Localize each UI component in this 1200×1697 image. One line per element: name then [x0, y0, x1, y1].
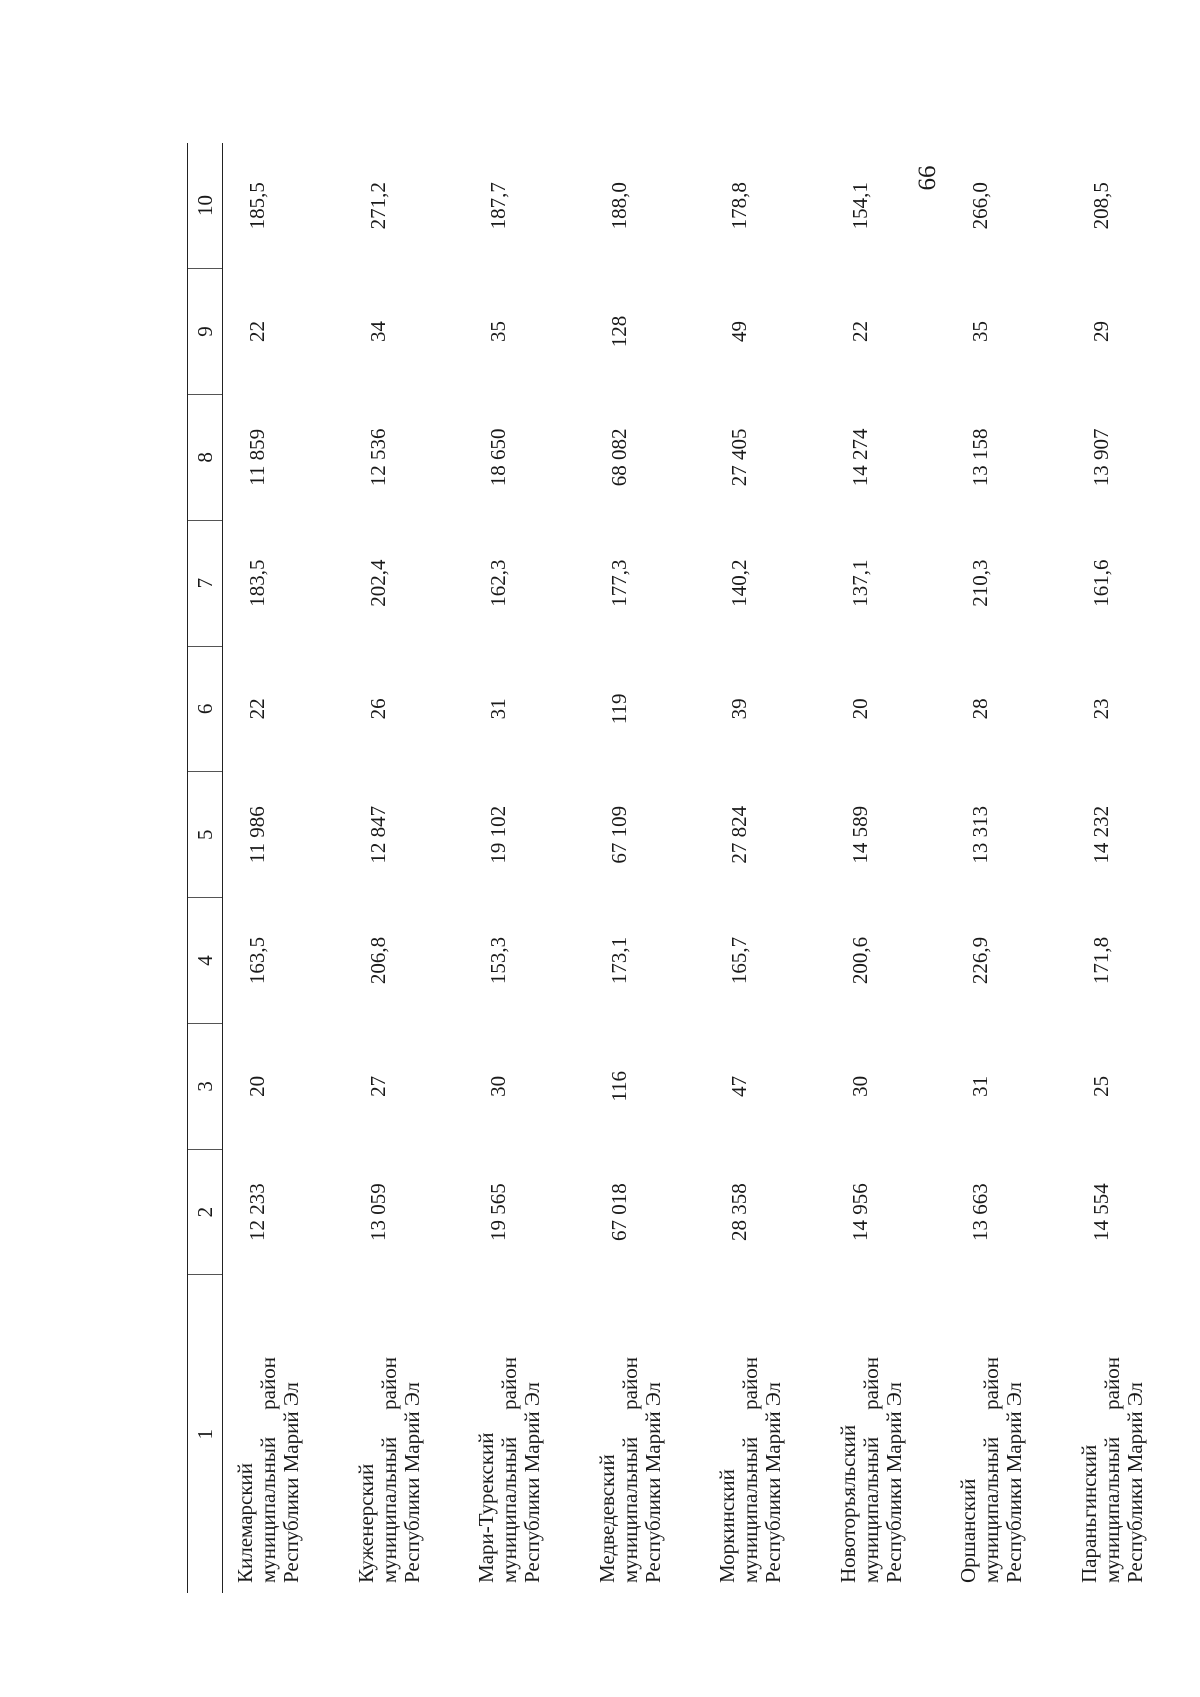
district-name-cell: [705, 1275, 826, 1593]
value-cell-col-2: 14 956: [847, 1183, 872, 1241]
value-cell-col-2: 14 554: [1088, 1183, 1113, 1241]
value-cell-col-3: 20: [245, 1075, 269, 1097]
value-cell-col-6: 39: [727, 698, 751, 720]
municipal-label: муниципальный: [979, 1436, 1003, 1583]
value-cell-col-2: 13 059: [365, 1183, 390, 1241]
district-label: район: [497, 1357, 521, 1410]
column-header-1: 1: [188, 1275, 223, 1593]
district-name: Оршанский: [956, 1478, 980, 1583]
column-header-3: 3: [188, 1023, 223, 1149]
municipal-label: муниципальный: [1099, 1436, 1124, 1583]
republic-label: Республики Марий Эл: [520, 1382, 544, 1583]
value-cell-col-9: 49: [727, 321, 751, 343]
district-type-line: [619, 1357, 642, 1583]
value-cell-col-3: 31: [968, 1075, 992, 1097]
value-cell-col-4: 165,7: [727, 936, 751, 985]
district-name-cell: [344, 1275, 465, 1593]
value-cell-col-8: 11 859: [245, 428, 269, 486]
value-cell-col-5: 14 232: [1088, 805, 1113, 864]
value-cell-col-6: 23: [1088, 698, 1113, 720]
value-cell-col-9: 29: [1088, 321, 1113, 343]
district-label: район: [376, 1357, 401, 1410]
value-cell-col-10: 185,5: [245, 182, 269, 230]
value-cell-col-4: 206,8: [365, 936, 390, 985]
value-cell-col-8: 18 650: [486, 428, 510, 487]
value-cell-col-2: 19 565: [486, 1183, 510, 1241]
value-cell-col-4: 153,3: [486, 936, 510, 985]
value-cell-col-10: 271,2: [365, 182, 390, 230]
value-cell-col-2: 13 663: [968, 1183, 992, 1241]
value-cell-col-7: 161,6: [1088, 559, 1113, 607]
value-cell-col-10: 154,1: [847, 182, 872, 230]
district-type-line: [1101, 1357, 1124, 1583]
value-cell-col-8: 27 405: [727, 428, 751, 487]
district-label: район: [617, 1357, 642, 1410]
value-cell-col-7: 162,3: [486, 559, 510, 607]
value-cell-col-4: 173,1: [606, 936, 631, 985]
district-label: район: [858, 1357, 883, 1410]
column-header-6: 6: [188, 646, 223, 772]
municipal-label: муниципальный: [858, 1436, 883, 1583]
value-cell-col-4: 171,8: [1088, 936, 1113, 985]
municipal-label: муниципальный: [376, 1436, 401, 1583]
republic-label: Республики Марий Эл: [1002, 1382, 1026, 1583]
column-header-4: 4: [188, 898, 223, 1024]
value-cell-col-8: 13 907: [1088, 428, 1113, 487]
value-cell-col-8: 14 274: [847, 428, 872, 487]
district-name-cell: [826, 1275, 947, 1593]
district-name: Мари-Турекский: [474, 1432, 498, 1583]
value-cell-col-7: 183,5: [245, 559, 269, 607]
value-cell-col-9: 22: [847, 321, 872, 343]
municipal-label: муниципальный: [256, 1436, 280, 1583]
value-cell-col-6: 20: [847, 698, 872, 720]
value-cell-col-5: 27 824: [727, 805, 751, 864]
district-label: район: [979, 1357, 1003, 1410]
republic-label: Республики Марий Эл: [881, 1382, 906, 1583]
value-cell-col-3: 47: [727, 1075, 751, 1097]
table-row: [585, 143, 706, 1593]
district-name-cell: [946, 1275, 1067, 1593]
value-cell-col-5: 11 986: [245, 806, 269, 864]
district-name-cell: [1067, 1275, 1188, 1593]
district-name: Моркинский: [715, 1469, 739, 1583]
republic-label: Республики Марий Эл: [761, 1382, 785, 1583]
district-name: Килемарский: [233, 1462, 257, 1583]
republic-label: Республики Марий Эл: [1122, 1382, 1147, 1583]
column-header-2: 2: [188, 1149, 223, 1275]
data-table-container: [187, 143, 1147, 1593]
value-cell-col-3: 30: [486, 1075, 510, 1097]
value-cell-col-10: 187,7: [486, 182, 510, 230]
district-label: район: [256, 1357, 280, 1410]
page-number: 66: [914, 165, 941, 191]
value-cell-col-9: 22: [245, 321, 269, 343]
district-name: Медведевский: [594, 1454, 619, 1583]
table-row: [826, 143, 947, 1593]
municipal-label: муниципальный: [617, 1436, 642, 1583]
value-cell-col-10: 266,0: [968, 182, 992, 230]
value-cell-col-5: 14 589: [847, 805, 872, 864]
value-cell-col-10: 178,8: [727, 182, 751, 230]
value-cell-col-7: 137,1: [847, 559, 872, 607]
value-cell-col-2: 12 233: [245, 1183, 269, 1241]
value-cell-col-2: 67 018: [606, 1183, 631, 1241]
column-header-9: 9: [188, 269, 223, 395]
table-row: [705, 143, 826, 1593]
district-type-line: [378, 1357, 401, 1583]
republic-label: Республики Марий Эл: [399, 1382, 424, 1583]
column-header-8: 8: [188, 394, 223, 520]
table-header: [188, 143, 223, 1593]
table-row: [464, 143, 585, 1593]
value-cell-col-5: 19 102: [486, 805, 510, 864]
district-type-line: [257, 1357, 280, 1583]
value-cell-col-6: 26: [365, 698, 390, 720]
value-cell-col-9: 35: [486, 321, 510, 343]
value-cell-col-5: 13 313: [968, 805, 992, 864]
data-table: [187, 143, 1187, 1593]
table-row: [223, 143, 344, 1593]
district-name: Новоторъяльский: [835, 1424, 860, 1583]
value-cell-col-8: 13 158: [968, 428, 992, 487]
value-cell-col-4: 163,5: [245, 936, 269, 985]
value-cell-col-8: 12 536: [365, 428, 390, 487]
value-cell-col-5: 67 109: [606, 805, 631, 864]
district-name-cell: [464, 1275, 585, 1593]
value-cell-col-8: 68 082: [606, 428, 631, 487]
value-cell-col-7: 177,3: [606, 559, 631, 607]
district-type-line: [498, 1357, 521, 1583]
column-header-7: 7: [188, 520, 223, 646]
value-cell-col-9: 35: [968, 321, 992, 343]
district-name: Параньгинский: [1076, 1444, 1101, 1583]
district-name-cell: [223, 1275, 344, 1593]
column-header-10: 10: [188, 143, 223, 269]
municipal-label: муниципальный: [497, 1436, 521, 1583]
value-cell-col-4: 226,9: [968, 936, 992, 985]
value-cell-col-7: 202,4: [365, 559, 390, 607]
value-cell-col-10: 188,0: [606, 182, 631, 230]
header-row: [188, 143, 223, 1593]
value-cell-col-2: 28 358: [727, 1183, 751, 1241]
republic-label: Республики Марий Эл: [640, 1382, 665, 1583]
value-cell-col-3: 116: [606, 1070, 631, 1102]
value-cell-col-7: 140,2: [727, 559, 751, 607]
table-body: [223, 143, 1188, 1593]
value-cell-col-6: 119: [606, 693, 631, 725]
value-cell-col-7: 210,3: [968, 559, 992, 607]
table-row: [1067, 143, 1188, 1593]
value-cell-col-6: 31: [486, 698, 510, 720]
value-cell-col-3: 25: [1088, 1075, 1113, 1097]
value-cell-col-9: 34: [365, 321, 390, 343]
district-label: район: [1099, 1357, 1124, 1410]
value-cell-col-5: 12 847: [365, 805, 390, 864]
district-name-cell: [585, 1275, 706, 1593]
district-type-line: [739, 1357, 762, 1583]
district-type-line: [980, 1357, 1003, 1583]
republic-label: Республики Марий Эл: [279, 1382, 303, 1583]
table-row: [344, 143, 465, 1593]
value-cell-col-3: 30: [847, 1075, 872, 1097]
table-row: [946, 143, 1067, 1593]
municipal-label: муниципальный: [738, 1436, 762, 1583]
district-label: район: [738, 1357, 762, 1410]
value-cell-col-6: 22: [245, 698, 269, 720]
value-cell-col-10: 208,5: [1088, 182, 1113, 230]
value-cell-col-9: 128: [606, 315, 631, 348]
value-cell-col-6: 28: [968, 698, 992, 720]
district-name: Куженерский: [353, 1463, 378, 1583]
column-header-5: 5: [188, 772, 223, 898]
value-cell-col-4: 200,6: [847, 936, 872, 985]
value-cell-col-3: 27: [365, 1075, 390, 1097]
district-type-line: [860, 1357, 883, 1583]
